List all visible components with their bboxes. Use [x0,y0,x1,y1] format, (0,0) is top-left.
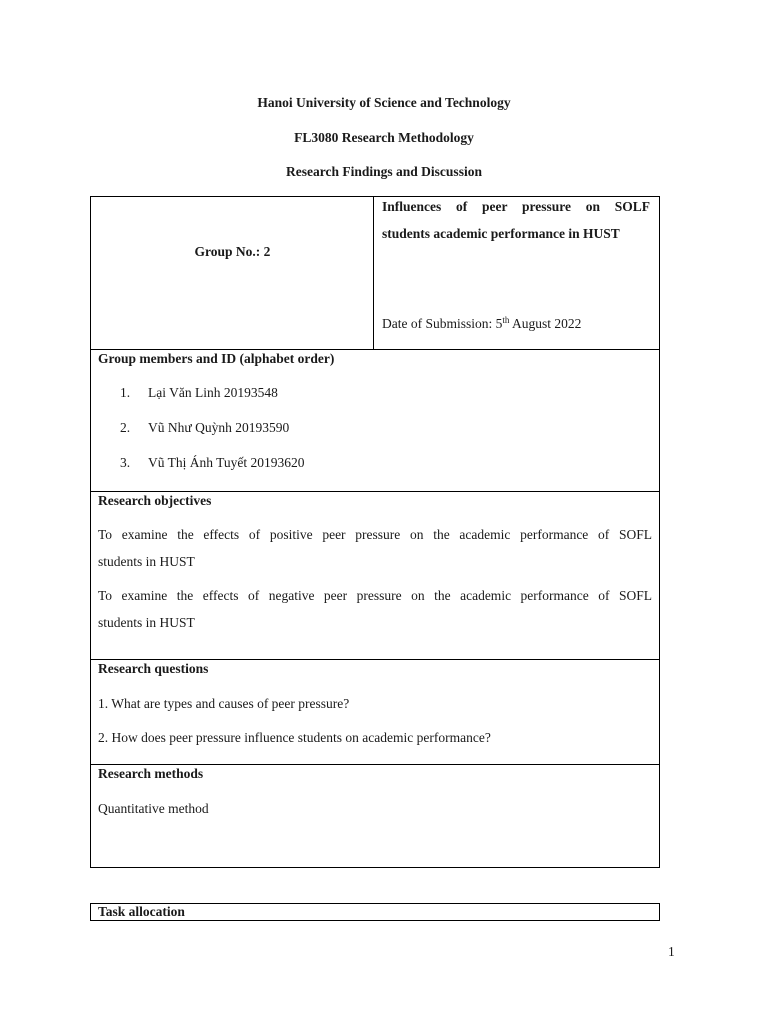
objectives-row [91,492,659,660]
task-allocation-table [90,903,660,921]
date-prefix: Date of Submission: 5 [382,316,503,331]
members-row [91,350,659,492]
member-1-number: 1. [120,385,131,400]
member-3-number: 3. [120,455,131,470]
questions-title: Research questions [98,661,209,676]
submission-date [382,315,581,332]
methods-row [91,765,659,867]
topic-line-1: Influences of peer pressure on SOLF [382,199,650,214]
objective-2-line-2: students in HUST [98,615,195,630]
objectives-title: Research objectives [98,493,212,508]
topic-line-2: students academic performance in HUST [382,226,620,241]
members-title: Group members and ID (alphabet order) [98,351,335,366]
group-info-row [91,197,659,350]
member-2 [120,420,289,436]
date-suffix: August 2022 [509,316,582,331]
topic-cell [374,197,659,349]
member-3 [120,455,305,471]
questions-row [91,660,659,765]
member-1 [120,385,278,401]
member-3-name: Vũ Thị Ánh Tuyết 20193620 [148,455,305,470]
page-number: 1 [668,944,675,959]
member-2-name: Vũ Như Quỳnh 20193590 [148,420,290,435]
objective-2-line-1: To examine the effects of negative peer pressure on the academic performance of SOFL [98,588,652,603]
university-title: Hanoi University of Science and Technology [257,95,511,110]
group-cell [91,197,374,349]
member-2-number: 2. [120,420,131,435]
question-2: 2. How does peer pressure influence students on academic performance? [98,730,491,745]
group-number: Group No.: 2 [194,244,271,259]
member-1-name: Lại Văn Linh 20193548 [148,385,278,400]
task-allocation-title: Task allocation [98,904,185,919]
objective-1-line-1: To examine the effects of positive peer pressure on the academic performance of SOFL [98,527,652,542]
methods-value: Quantitative method [98,801,209,816]
objective-1-line-2: students in HUST [98,554,195,569]
course-title: FL3080 Research Methodology [294,130,474,145]
question-1: 1. What are types and causes of peer pressure? [98,696,350,711]
date-ordinal: th [502,315,510,325]
report-title: Research Findings and Discussion [286,164,482,179]
research-info-table [90,196,660,868]
methods-title: Research methods [98,766,204,781]
